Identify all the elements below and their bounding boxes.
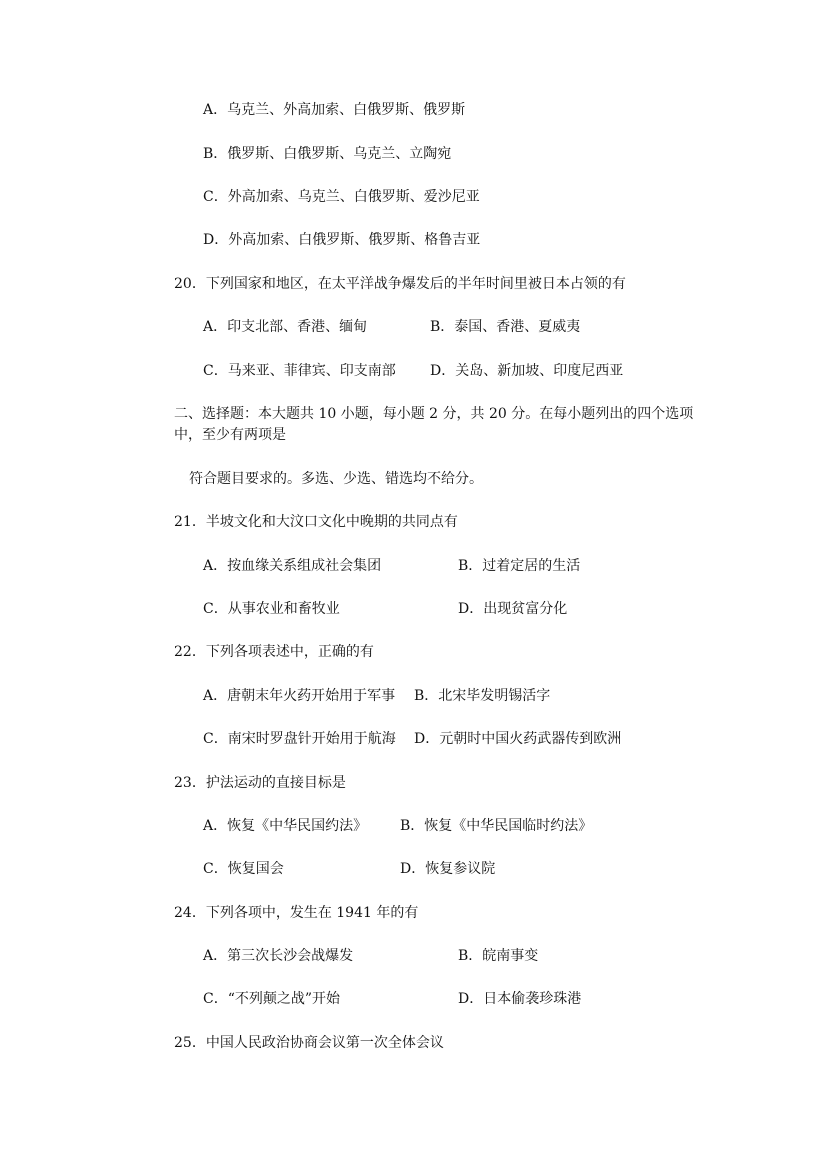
- q21-option-c: C．从事农业和畜牧业: [203, 601, 340, 617]
- q23-option-b: B．恢复《中华民国临时约法》: [400, 818, 593, 834]
- q20-option-b: B．泰国、香港、夏威夷: [430, 319, 581, 335]
- q22-option-b: B．北宋毕发明锡活字: [414, 688, 551, 704]
- q24-option-d: D．日本偷袭珍珠港: [458, 991, 582, 1007]
- section-2-instruction: 符合题目要求的。多选、少选、错选均不给分。: [189, 471, 483, 487]
- q22-option-d: D．元朝时中国火药武器传到欧洲: [414, 731, 622, 747]
- q22-option-a: A．唐朝末年火药开始用于军事: [203, 688, 396, 704]
- q20-option-d: D．关岛、新加坡、印度尼西亚: [430, 363, 624, 379]
- section-2-heading-cont: 中，至少有两项是: [174, 427, 286, 443]
- q22-stem: 22．下列各项表述中，正确的有: [174, 644, 374, 660]
- q24-stem: 24．下列各项中，发生在 1941 年的有: [174, 905, 419, 921]
- section-2-heading: 二、选择题：本大题共 10 小题，每小题 2 分，共 20 分。在每小题列出的四个选项: [174, 406, 694, 422]
- q23-option-a: A．恢复《中华民国约法》: [203, 818, 368, 834]
- q21-option-b: B．过着定居的生活: [458, 558, 581, 574]
- q21-stem: 21．半坡文化和大汶口文化中晚期的共同点有: [174, 514, 458, 530]
- q24-option-c: C．“不列颠之战”开始: [203, 991, 341, 1007]
- q23-option-c: C．恢复国会: [203, 861, 284, 877]
- q20-option-c: C．马来亚、菲律宾、印支南部: [203, 363, 396, 379]
- q20-option-a: A．印支北部、香港、缅甸: [203, 319, 368, 335]
- q21-option-d: D．出现贫富分化: [458, 601, 568, 617]
- q19-option-d: D．外高加索、白俄罗斯、俄罗斯、格鲁吉亚: [203, 232, 481, 248]
- q21-option-a: A．按血缘关系组成社会集团: [203, 558, 382, 574]
- q23-stem: 23．护法运动的直接目标是: [174, 775, 346, 791]
- q24-option-b: B．皖南事变: [458, 948, 539, 964]
- q25-stem: 25．中国人民政治协商会议第一次全体会议: [174, 1035, 444, 1051]
- q24-option-a: A．第三次长沙会战爆发: [203, 948, 354, 964]
- q23-option-d: D．恢复参议院: [400, 861, 496, 877]
- q19-option-b: B．俄罗斯、白俄罗斯、乌克兰、立陶宛: [203, 146, 452, 162]
- q19-option-c: C．外高加索、乌克兰、白俄罗斯、爱沙尼亚: [203, 189, 480, 205]
- q22-option-c: C．南宋时罗盘针开始用于航海: [203, 731, 396, 747]
- q20-stem: 20．下列国家和地区，在太平洋战争爆发后的半年时间里被日本占领的有: [174, 276, 626, 292]
- q19-option-a: A．乌克兰、外高加索、白俄罗斯、俄罗斯: [203, 102, 466, 118]
